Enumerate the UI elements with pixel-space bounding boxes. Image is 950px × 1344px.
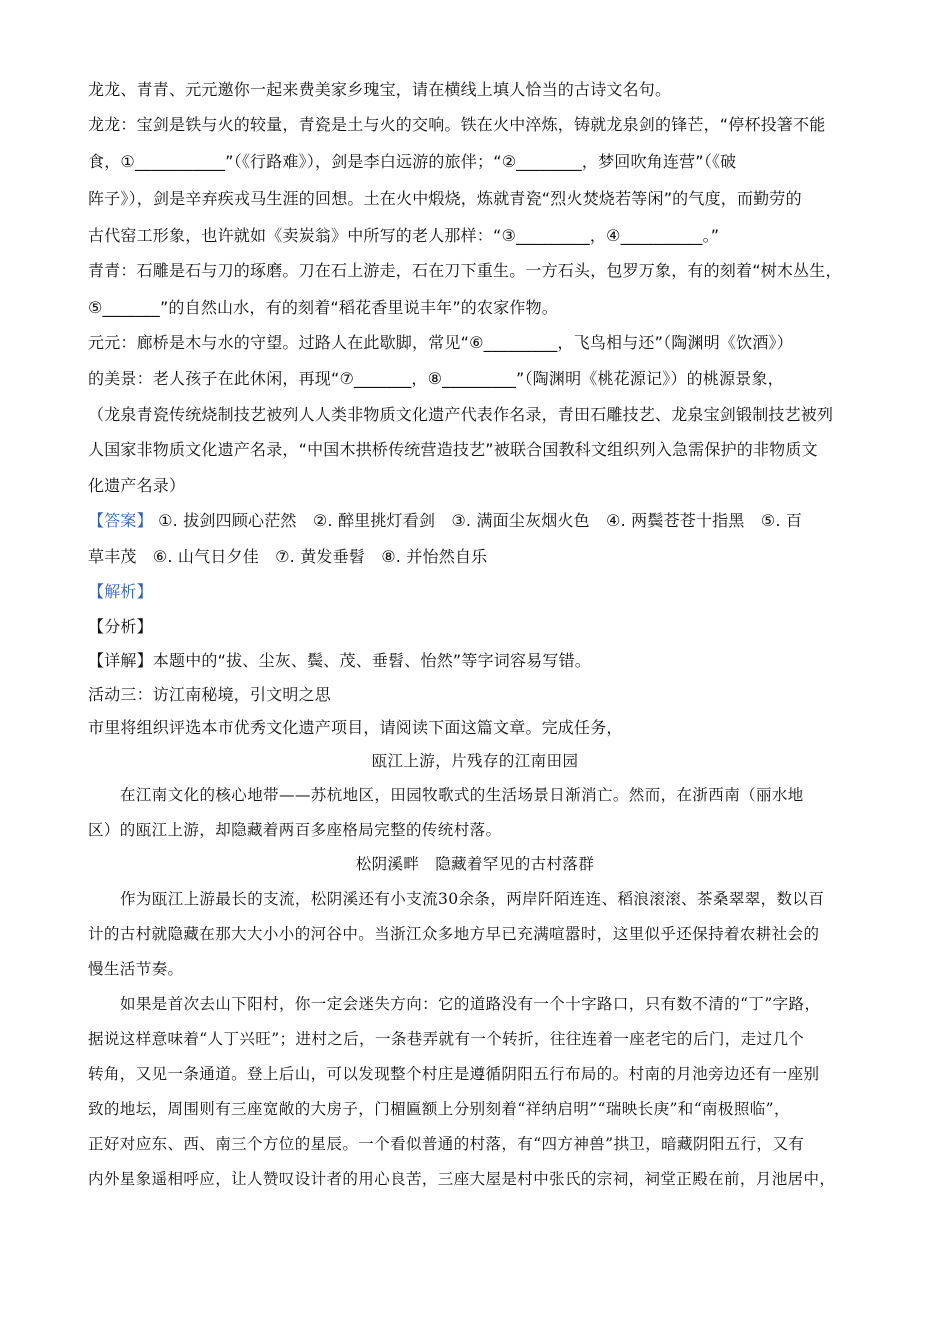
article-p3-line-3: 转角，又见一条通道。登上后山，可以发现整个村庄是遵循阴阳五行布局的。村南的月池旁边还有一座别 (88, 1065, 820, 1083)
longlong-line-2: 食，①___________”（《行路难》），剑是李白远游的旅伴；“②________，梦回吹角连营”（《破 (88, 152, 737, 171)
fenxi-label: 【分析】 (88, 617, 153, 636)
longlong-line-1: 龙龙：宝剑是铁与火的较量，青瓷是土与火的交响。铁在火中淬炼，铸就龙泉剑的锋芒，“停杯投箸不能 (88, 115, 826, 134)
longlong-line-4: 古代窑工形象，也许就如《卖炭翁》中所写的老人那样：“③_________，④__________。” (88, 226, 720, 245)
qingqing-line-1: 青青：石雕是石与刀的琢磨。刀在石上游走，石在刀下重生。一方石头，包罗万象，有的刻着“树木丛生， (88, 261, 842, 280)
answer-line-2: 草丰茂 ⑥. 山气日夕佳 ⑦. 黄发垂髫 ⑧. 并怡然自乐 (88, 547, 488, 566)
qingqing-line-2: ⑤_______”的自然山水，有的刻着“稻花香里说丰年”的农家作物。 (88, 298, 559, 317)
answer-text-1: ①. 拔剑四顾心茫然 ②. 醉里挑灯看剑 ③. 满面尘灰烟火色 ④. 两鬓苍苍十指黑 ⑤. 百 (158, 511, 803, 530)
answer-label: 【答案】 (88, 511, 153, 530)
article-title: 瓯江上游，片残存的江南田园 (371, 752, 579, 770)
answer-line-1 (88, 511, 802, 531)
note-line-1: （龙泉青瓷传统烧制技艺被列人人类非物质文化遗产代表作名录，青田石雕技艺、龙泉宝剑锻制技艺被列 (88, 405, 834, 424)
yuanyuan-line-1: 元元：廊桥是木与水的守望。过路人在此歇脚，常见“⑥_________，飞鸟相与还”（陶渊明《饮酒》） (88, 333, 793, 352)
article-p3-line-1: 如果是首次去山下阳村，你一定会迷失方向：它的道路没有一个十字路口，只有数不清的“丁”字路， (120, 995, 821, 1013)
note-line-2: 人国家非物质文化遗产名录，“中国木拱桥传统营造技艺”被联合国教科文组织列入急需保护的非物质文 (88, 440, 818, 459)
yuanyuan-line-2: 的美景：老人孩子在此休闲，再现“⑦_______，⑧_________”（陶渊明《桃花源记》）的桃源景象， (88, 369, 784, 388)
article-p2-line-3: 慢生活节奏。 (88, 960, 184, 978)
article-p3-line-6: 内外星象遥相呼应，让人赞叹设计者的用心良苦，三座大屋是村中张氏的宗祠，祠堂正殿在前，月池居中， (88, 1170, 836, 1188)
article-p1-line-2: 区）的瓯江上游，却隐藏着两百多座格局完整的传统村落。 (88, 821, 502, 839)
article-p2-line-1: 作为瓯江上游最长的支流，松阴溪还有小支流30余条，两岸阡陌连连、稻浪滚滚、茶桑翠翠，数以百 (120, 890, 825, 908)
analysis-label: 【解析】 (88, 582, 153, 601)
article-subtitle: 松阴溪畔 隐藏着罕见的古村落群 (355, 855, 595, 873)
activity-title: 活动三：访江南秘境，引文明之思 (88, 685, 332, 704)
article-p1-line-1: 在江南文化的核心地带——苏杭地区，田园牧歌式的生活场景日渐消亡。然而，在浙西南（丽水地 (120, 786, 804, 804)
article-p3-line-4: 致的地坛，周围则有三座宽敞的大房子，门楣匾额上分别刻着“祥纳启明”“瑞映长庚”和“南极照临”， (88, 1100, 790, 1118)
note-line-3: 化遗产名录） (88, 476, 186, 495)
longlong-line-3: 阵子》），剑是辛弃疾戎马生涯的回想。土在火中煅烧，炼就青瓷“烈火焚烧若等闲”的气度，而勤劳的 (88, 189, 802, 208)
activity-intro: 市里将组织评选本市优秀文化遗产项目，请阅读下面这篇文章。完成任务， (88, 718, 623, 737)
article-p3-line-2: 据说这样意味着“人丁兴旺”；进村之后，一条巷弄就有一个转折，往往连着一座老宅的后门，走过几个 (88, 1030, 805, 1048)
detail-line: 【详解】本题中的“拔、尘灰、鬓、茂、垂髫、怡然”等字词容易写错。 (88, 651, 591, 670)
article-p3-line-5: 正好对应东、西、南三个方位的星辰。一个看似普通的村落，有“四方神兽”拱卫，暗藏阴阳五行，又有 (88, 1135, 805, 1153)
article-p2-line-2: 计的古村就隐藏在那大大小小的河谷中。当浙江众多地方早已充满喧嚣时，这里似乎还保持着农耕社会的 (88, 925, 820, 943)
intro-line: 龙龙、青青、元元邀你一起来费美家乡瑰宝，请在横线上填人恰当的古诗文名句。 (88, 80, 672, 99)
